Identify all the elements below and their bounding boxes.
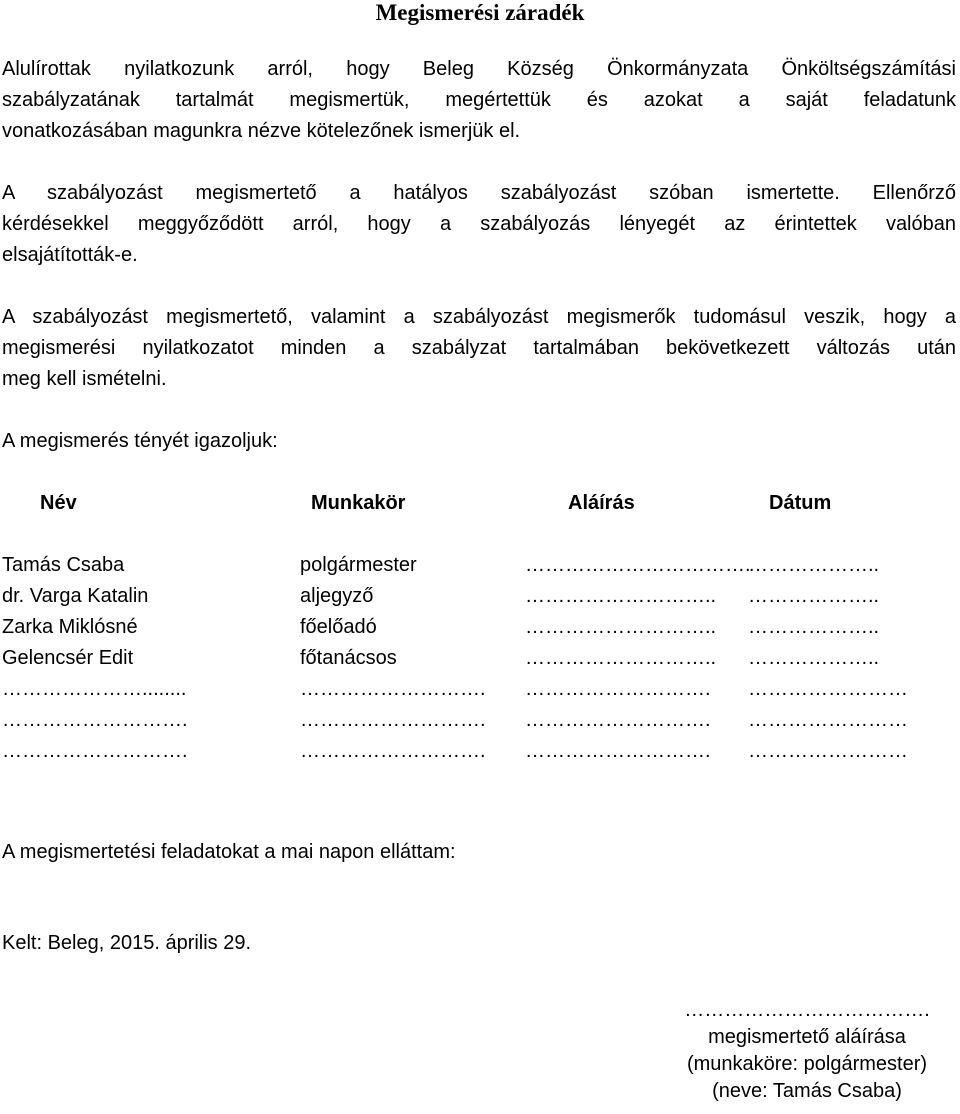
cell-signature: …………………………….: [525, 554, 751, 576]
cell-signature: ………………………..: [525, 647, 717, 669]
signature-name: (neve: Tamás Csaba): [712, 1080, 902, 1102]
table-row: [0, 612, 960, 643]
document-title: Megismerési záradék: [375, 0, 585, 25]
table-row: [0, 736, 960, 767]
cell-signature: ……………………….: [525, 709, 711, 731]
table-row: [0, 581, 960, 612]
cell-job: főelőadó: [300, 616, 377, 638]
paragraph-line: meg kell ismételni.: [2, 368, 167, 390]
signature-table-header: [0, 488, 960, 519]
cell-name: Zarka Miklósné: [2, 616, 138, 638]
cell-date: ………………..: [748, 554, 880, 576]
paragraph-presentation: [2, 178, 956, 271]
cell-date: ………………..: [748, 616, 880, 638]
paragraph-line: elsajátították-e.: [2, 244, 138, 266]
cell-signature: ……………………….: [525, 678, 711, 700]
paragraph-line: A szabályozást megismertető a hatályos szabályozást szóban ismertette. Ellenőrző: [2, 182, 956, 204]
cell-date: ……………………: [748, 740, 908, 762]
paragraph-line: kérdésekkel meggyőződött arról, hogy a szabályozás lényegét az érintettek valóban: [2, 213, 956, 235]
cell-job: főtanácsos: [300, 647, 397, 669]
paragraph-line: vonatkozásában magunkra nézve kötelezőnek ismerjük el.: [2, 120, 521, 142]
cell-date: ……………………: [748, 709, 908, 731]
cell-job: polgármester: [300, 554, 417, 576]
cell-job: ……………………….: [300, 740, 486, 762]
signature-job: (munkaköre: polgármester): [686, 1053, 928, 1075]
cell-name: dr. Varga Katalin: [2, 585, 149, 607]
cell-date: ………………..: [748, 647, 880, 669]
cell-name: ……………………….: [2, 709, 188, 731]
confirmation-text: A megismerés tényét igazoljuk:: [2, 430, 278, 452]
cell-signature: ………………………..: [525, 616, 717, 638]
header-name: Név: [40, 492, 77, 514]
table-row: [0, 643, 960, 674]
cell-signature: ………………………..: [525, 585, 717, 607]
cell-job: aljegyző: [300, 585, 374, 607]
dated-line: Kelt: Beleg, 2015. április 29.: [2, 932, 252, 954]
cell-name: …………………........: [2, 678, 187, 700]
header-job: Munkakör: [311, 492, 406, 514]
paragraph-line: megismerési nyilatkozatot minden a szabályzat tartalmában bekövetkezett változás után: [2, 337, 956, 359]
cell-job: ……………………….: [300, 709, 486, 731]
cell-date: ……………………: [748, 678, 908, 700]
header-date: Dátum: [769, 492, 832, 514]
paragraph-line: Alulírottak nyilatkozunk arról, hogy Beleg Község Önkormányzata Önköltségszámítási: [2, 58, 956, 80]
header-signature: Aláírás: [568, 492, 635, 514]
paragraph-line: A szabályozást megismertető, valamint a szabályozást megismerők tudomásul veszik, hogy a: [2, 306, 956, 328]
cell-name: Tamás Csaba: [2, 554, 125, 576]
paragraph-line: szabályzatának tartalmát megismertük, megértettük és azokat a saját feladatunk: [2, 89, 956, 111]
signature-dots: ……………………………….: [684, 999, 930, 1021]
task-statement: A megismertetési feladatokat a mai napon elláttam:: [2, 841, 456, 863]
paragraph-acknowledgement: [2, 54, 956, 147]
signature-block: [662, 997, 952, 1105]
table-row: [0, 705, 960, 736]
cell-signature: ……………………….: [525, 740, 711, 762]
cell-job: ……………………….: [300, 678, 486, 700]
paragraph-repetition: [2, 302, 956, 395]
signature-table: [0, 550, 960, 767]
cell-date: ………………..: [748, 585, 880, 607]
cell-name: ……………………….: [2, 740, 188, 762]
table-row: [0, 550, 960, 581]
cell-name: Gelencsér Edit: [2, 647, 134, 669]
table-row: [0, 674, 960, 705]
signature-caption: megismertető aláírása: [708, 1026, 906, 1048]
